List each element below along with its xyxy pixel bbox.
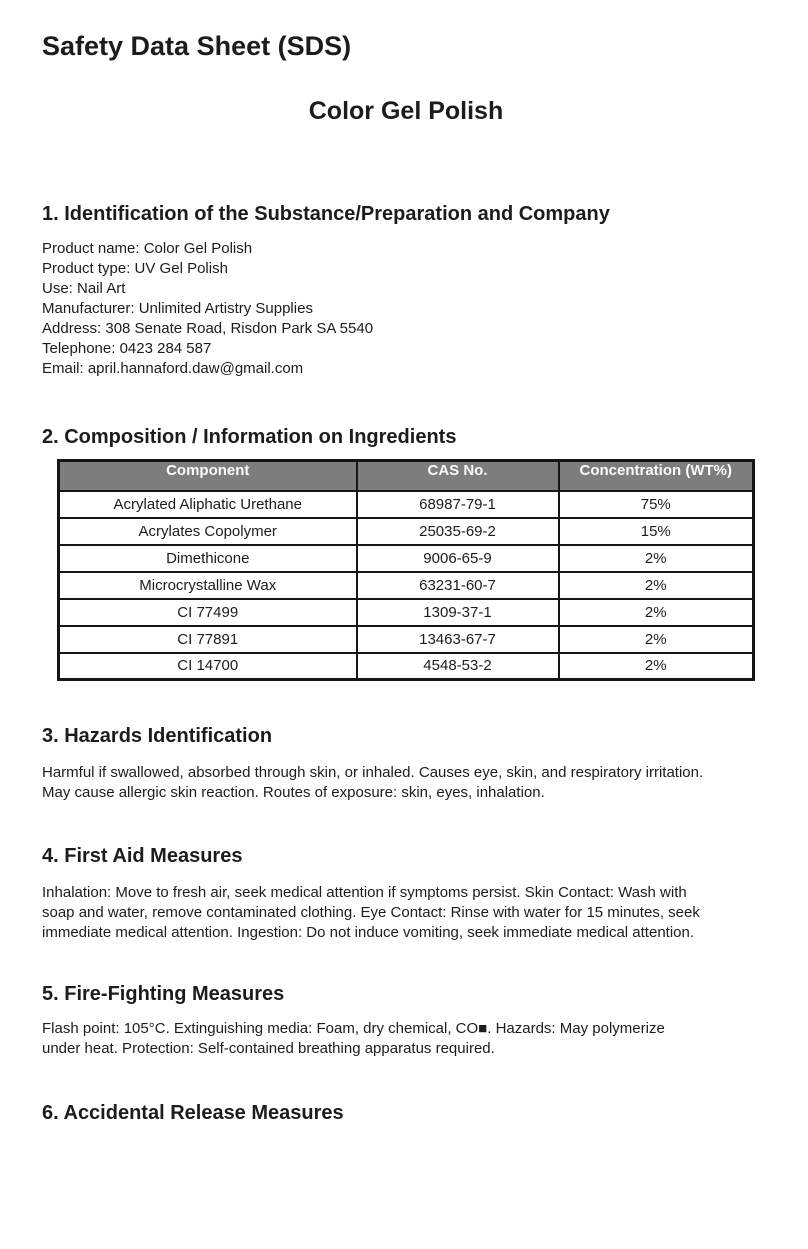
info-line: Use: Nail Art [42, 280, 126, 297]
body-text-line: under heat. Protection: Self-contained breathing apparatus required. [42, 1040, 495, 1057]
cas-number-cell: 63231-60-7 [357, 572, 559, 599]
identification-heading: 1. Identification of the Substance/Preparation and Company [42, 203, 610, 225]
product-title: Color Gel Polish [308, 97, 504, 125]
info-line: Product type: UV Gel Polish [42, 260, 228, 277]
table-row [59, 626, 754, 653]
table-row [59, 653, 754, 680]
body-text-line: immediate medical attention. Ingestion: Do not induce vomiting, seek immediate medical attention. [42, 924, 695, 941]
cas-number-cell: 25035-69-2 [357, 518, 559, 545]
fire-fighting-text [42, 1019, 770, 1059]
composition-heading: 2. Composition / Information on Ingredients [42, 426, 457, 448]
component-cell: CI 14700 [59, 653, 357, 680]
cas-number-cell: 9006-65-9 [357, 545, 559, 572]
concentration-cell: 2% [559, 626, 754, 653]
table-header-row [59, 461, 754, 491]
cas-number-cell: 1309-37-1 [357, 599, 559, 626]
info-line: Email: april.hannaford.daw@gmail.com [42, 360, 304, 377]
info-line: Product name: Color Gel Polish [42, 240, 253, 257]
fire-fighting-heading: 5. Fire-Fighting Measures [42, 983, 285, 1005]
component-cell: Dimethicone [59, 545, 357, 572]
section-first-aid [42, 844, 770, 943]
info-line: Telephone: 0423 284 587 [42, 340, 212, 357]
table-head [59, 461, 754, 491]
concentration-cell: 15% [559, 518, 754, 545]
section-identification [42, 202, 770, 379]
cas-number-cell: 68987-79-1 [357, 491, 559, 518]
concentration-cell: 75% [559, 491, 754, 518]
info-line: Address: 308 Senate Road, Risdon Park SA 5540 [42, 320, 374, 337]
body-text-line: Inhalation: Move to fresh air, seek medical attention if symptoms persist. Skin Contact: Wash with [42, 884, 687, 901]
accidental-release-heading: 6. Accidental Release Measures [42, 1102, 344, 1124]
table-row [59, 491, 754, 518]
column-header: Component [59, 461, 357, 491]
column-header: CAS No. [357, 461, 559, 491]
body-text-line: soap and water, remove contaminated clothing. Eye Contact: Rinse with water for 15 minutes, seek [42, 904, 700, 921]
concentration-cell: 2% [559, 545, 754, 572]
body-text-line: May cause allergic skin reaction. Routes of exposure: skin, eyes, inhalation. [42, 784, 545, 801]
component-cell: CI 77891 [59, 626, 357, 653]
info-line: Manufacturer: Unlimited Artistry Supplies [42, 300, 313, 317]
ingredients-table [57, 459, 755, 681]
cas-number-cell: 4548-53-2 [357, 653, 559, 680]
table-row [59, 545, 754, 572]
section-hazards [42, 724, 770, 803]
section-accidental-release [42, 1101, 770, 1125]
hazards-text [42, 763, 770, 803]
first-aid-heading: 4. First Aid Measures [42, 845, 243, 867]
document-title: Safety Data Sheet (SDS) [42, 31, 352, 61]
section-fire-fighting [42, 982, 770, 1059]
hazards-heading: 3. Hazards Identification [42, 725, 273, 747]
table-row [59, 518, 754, 545]
body-text-line: Harmful if swallowed, absorbed through skin, or inhaled. Causes eye, skin, and respiratory irritation. [42, 764, 704, 781]
component-cell: CI 77499 [59, 599, 357, 626]
first-aid-text [42, 883, 770, 943]
table-body [59, 491, 754, 680]
concentration-cell: 2% [559, 572, 754, 599]
concentration-cell: 2% [559, 653, 754, 680]
identification-details [42, 239, 770, 379]
component-cell: Microcrystalline Wax [59, 572, 357, 599]
section-composition [42, 425, 770, 681]
component-cell: Acrylated Aliphatic Urethane [59, 491, 357, 518]
table-row [59, 599, 754, 626]
table-row [59, 572, 754, 599]
cas-number-cell: 13463-67-7 [357, 626, 559, 653]
concentration-cell: 2% [559, 599, 754, 626]
body-text-line: Flash point: 105°C. Extinguishing media: Foam, dry chemical, CO■. Hazards: May polymerize [42, 1020, 665, 1037]
component-cell: Acrylates Copolymer [59, 518, 357, 545]
column-header: Concentration (WT%) [559, 461, 754, 491]
